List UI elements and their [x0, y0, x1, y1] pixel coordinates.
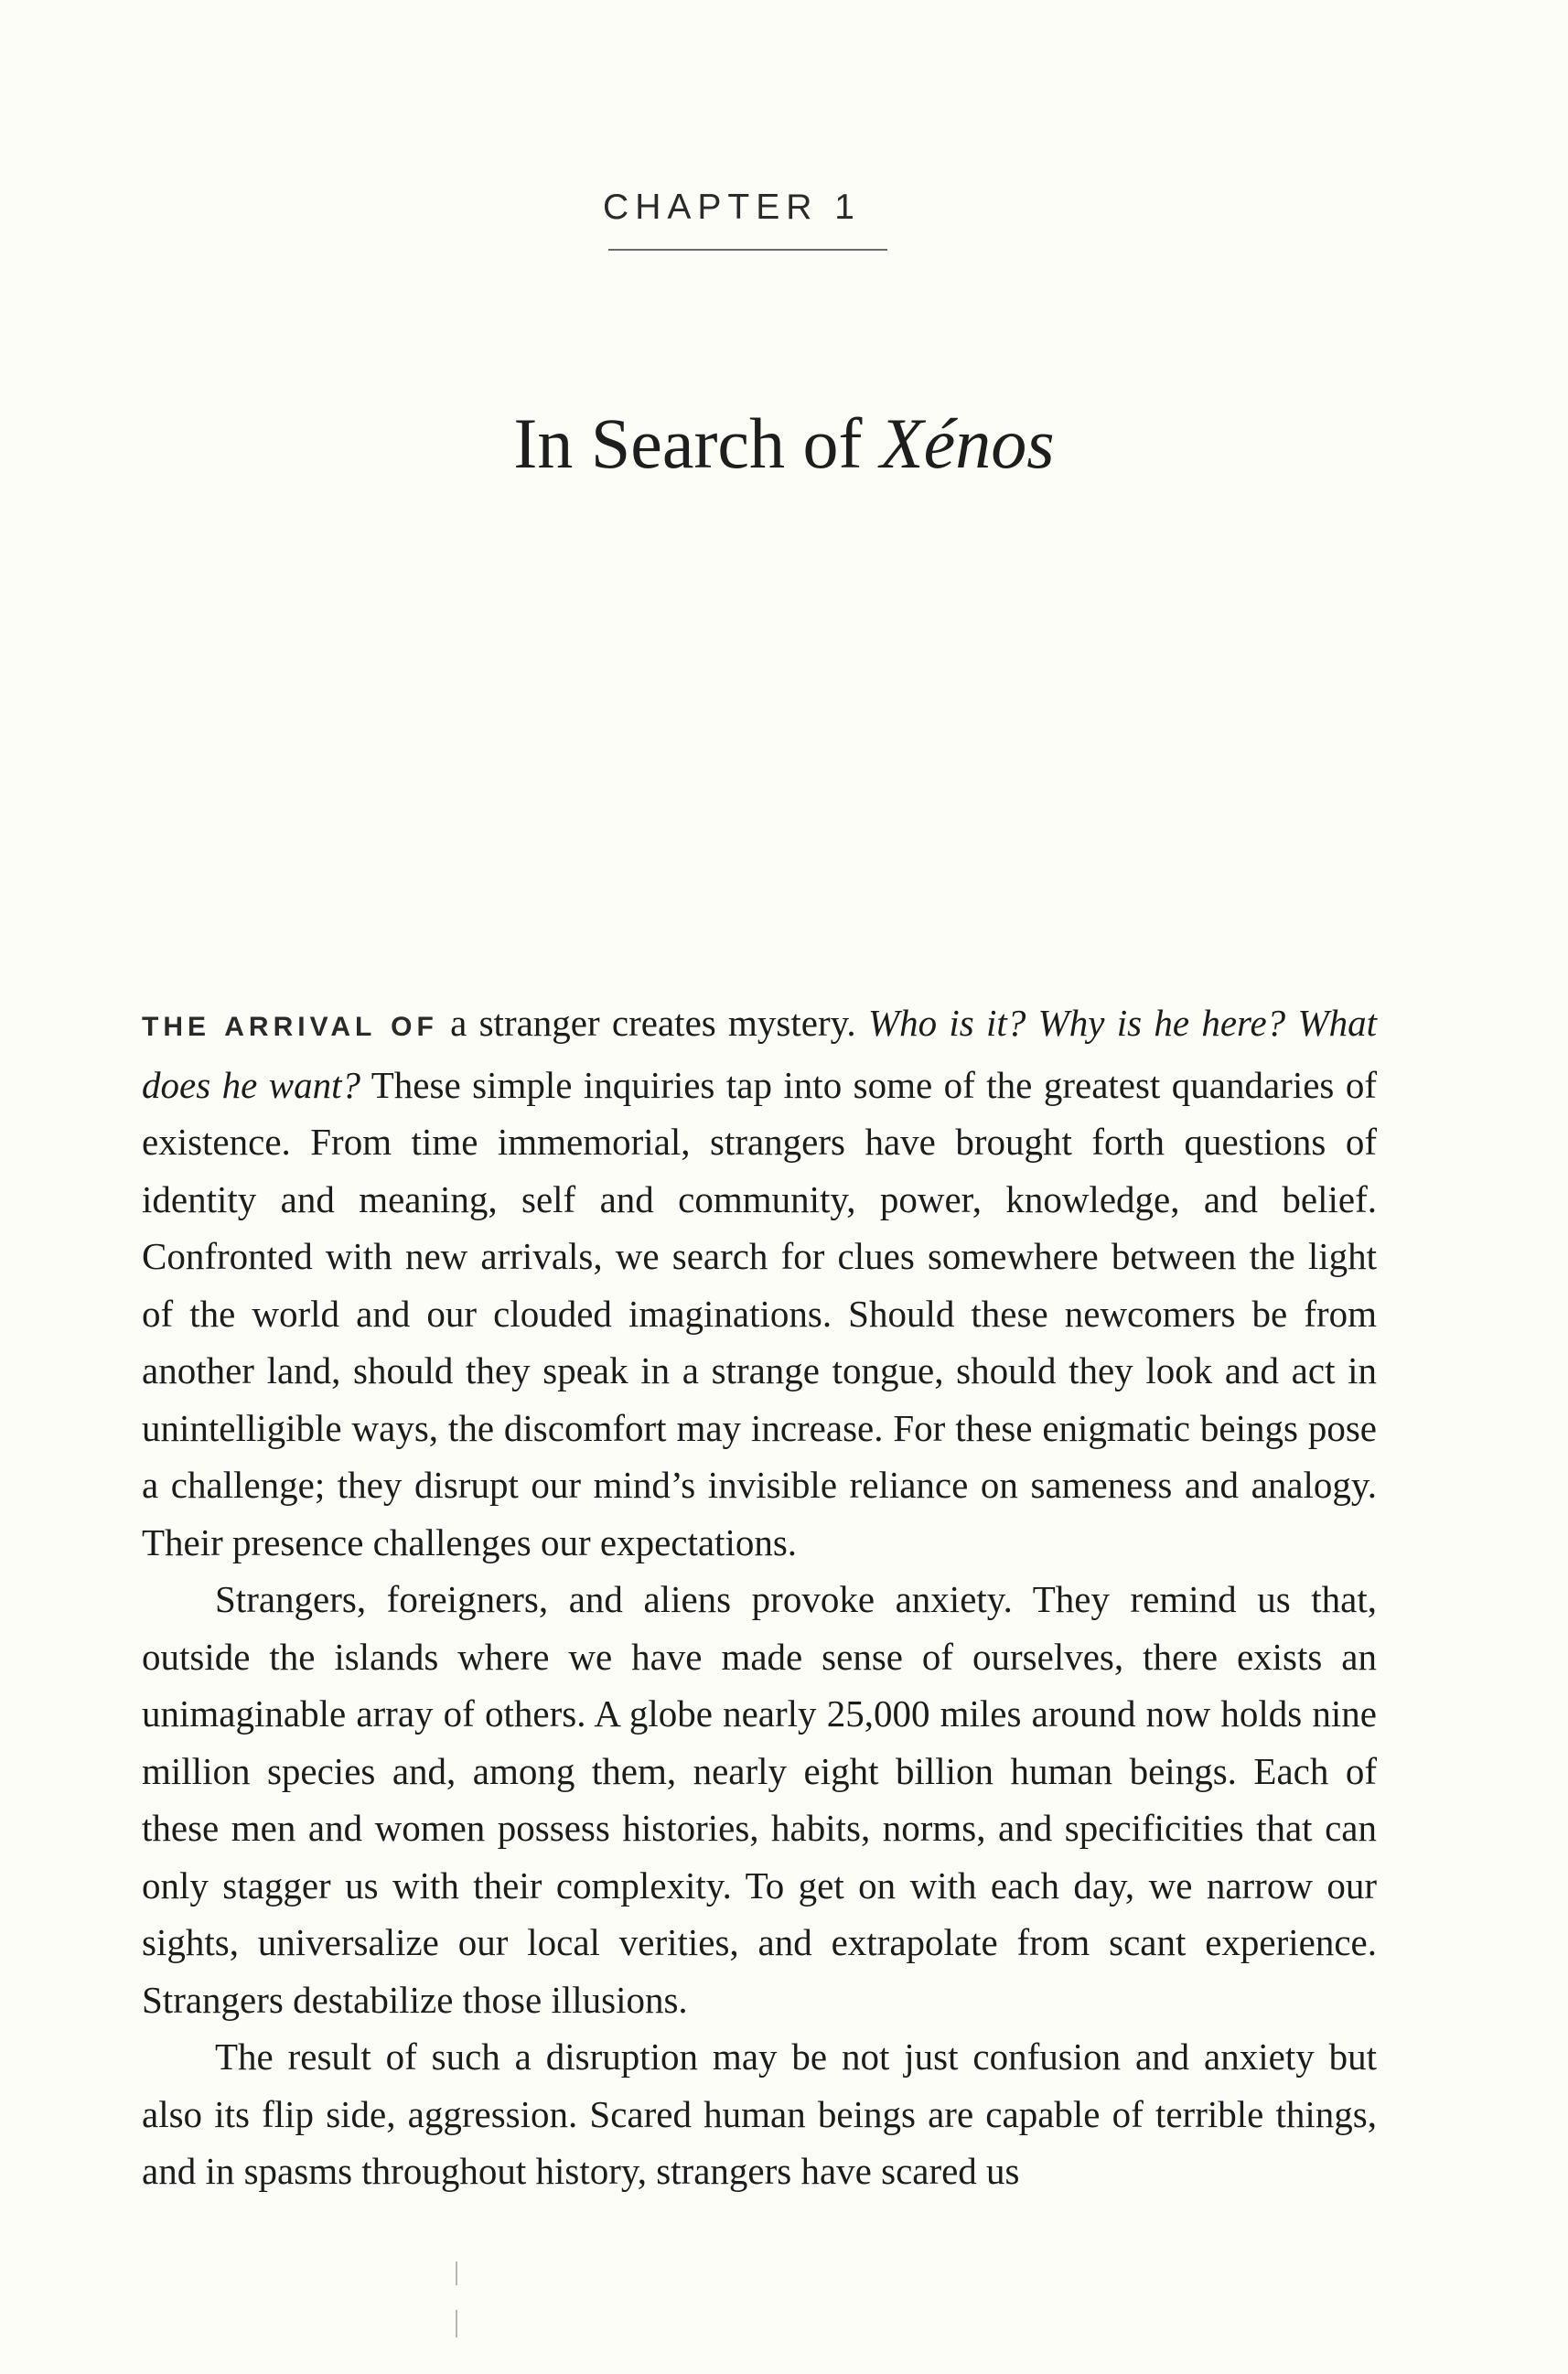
- paragraph-1-text-2: These simple inquiries tap into some of the greatest quandaries of existence. From time immemorial, strangers have brought forth questions of identity and meaning, self and community, power, knowledge, and belief. Confronted with new arrivals, we search for clues somewhere between the light of the world and our clouded imaginations. Should these newcomers be from another land, should they speak in a strange tongue, should they look and act in unintelligible ways, the discomfort may increase. For these enigmatic beings pose a challenge; they disrupt our mind’s invisible reliance on sameness and analogy. Their presence challenges our expectations.: [142, 1063, 1377, 1563]
- paragraph-1: [142, 994, 1377, 1571]
- chapter-rule: [608, 249, 887, 251]
- chapter-body: [142, 994, 1377, 2200]
- paragraph-3: The result of such a disruption may be not just confusion and anxiety but also its flip side, aggression. Scared human beings are capable of terrible things, and in spasms throughout history, strangers have scared us: [142, 2036, 1377, 2192]
- paragraph-1-questions: Who is it? Why is he here? What does he want?: [142, 1002, 1377, 1106]
- lead-in: THE ARRIVAL OF: [142, 1012, 438, 1042]
- scan-mark: [456, 2310, 457, 2337]
- paragraph-2: Strangers, foreigners, and aliens provoke anxiety. They remind us that, outside the islands where we have made sense of ourselves, there exists an unimaginable array of others. A globe nearly 25,000 miles around now holds nine million species and, among them, nearly eight billion human beings. Each of these men and women possess histories, habits, norms, and specificities that can only stagger us with their complexity. To get on with each day, we narrow our sights, universalize our local verities, and extrapolate from scant experience. Strangers destabilize those illusions.: [142, 1578, 1377, 2021]
- chapter-title: [0, 403, 1568, 485]
- chapter-title-italic: Xénos: [880, 403, 1055, 483]
- paragraph-1-text-1: a stranger creates mystery.: [437, 1002, 868, 1044]
- chapter-title-prefix: In Search of: [513, 403, 881, 483]
- chapter-label: CHAPTER 1: [603, 188, 861, 227]
- scan-mark: [456, 2261, 457, 2285]
